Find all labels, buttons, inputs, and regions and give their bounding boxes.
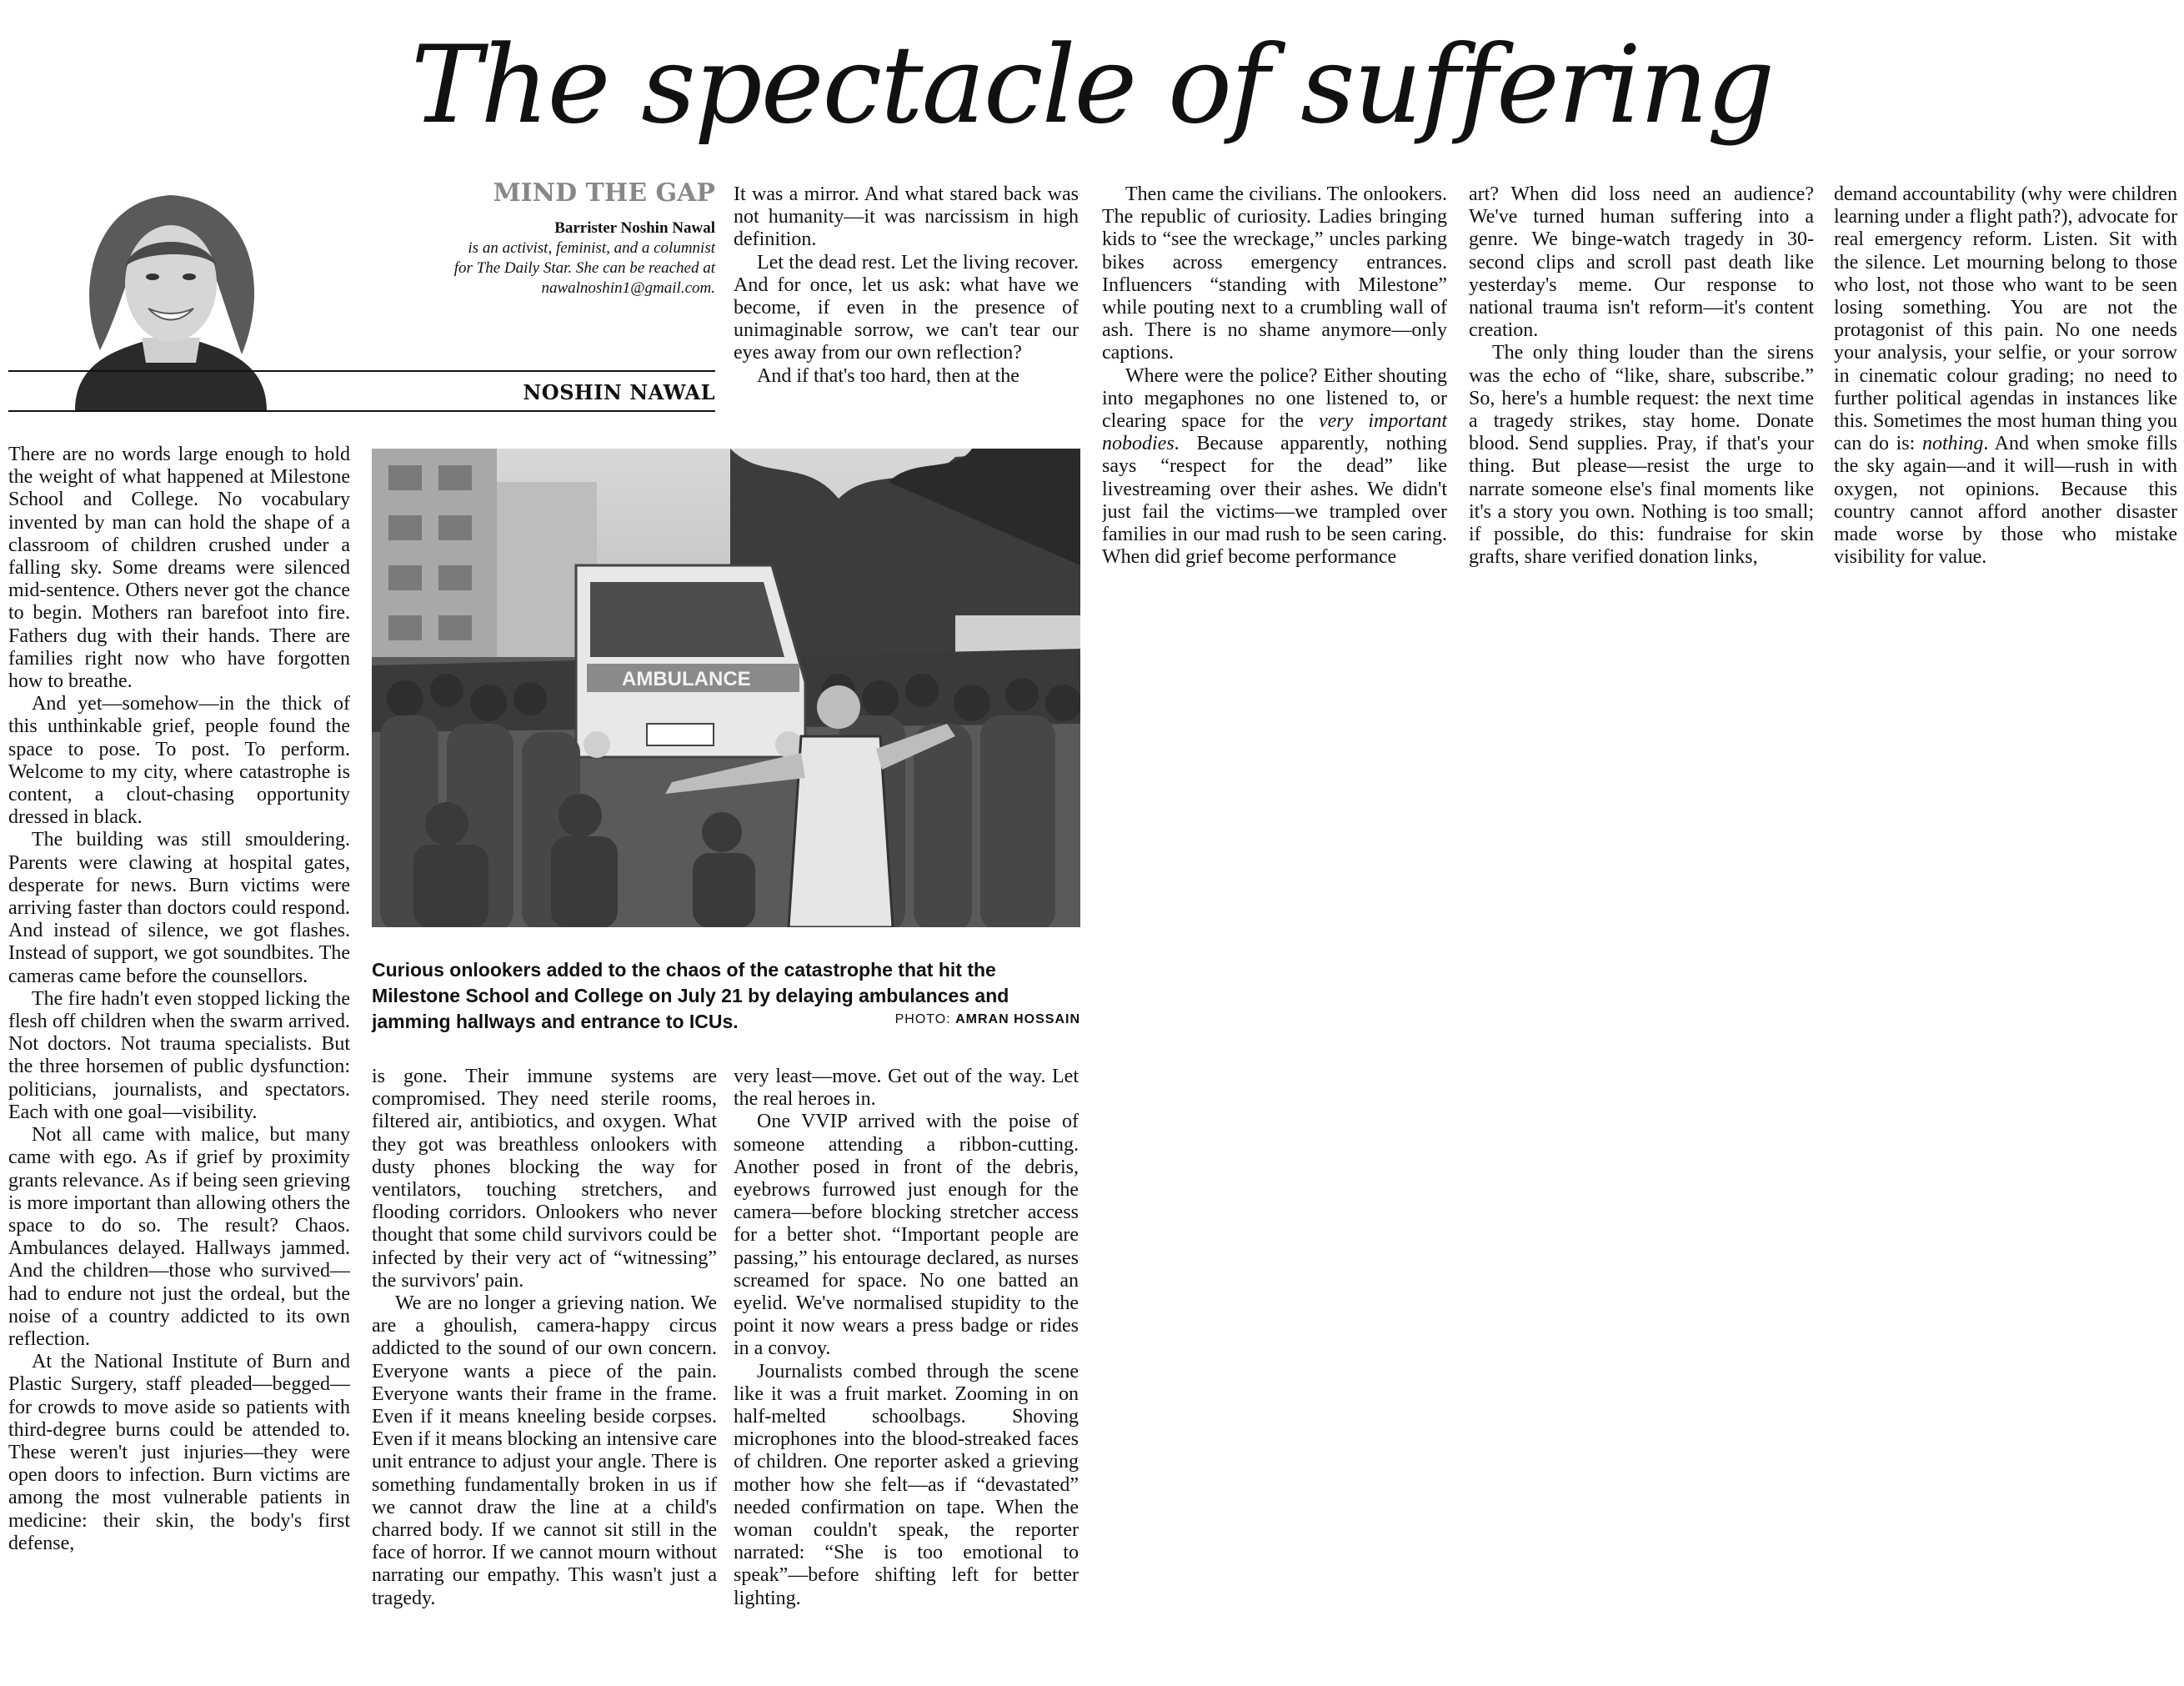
paragraph-text: demand accountability (why were children learning under a flight path?), advocate for real emergency reform. Listen. Sit with the silence. Let mourning belong to those who lost, not those who want to be seen losing something. You are not the protagonist of this pain. No one needs your analysis, your selfie, or your sorrow in cinematic colour grading; no need to further political agendas in instances like this. Sometimes the most human thing you can do is: xyxy=(1834,183,2177,455)
paragraph xyxy=(1102,365,1447,570)
ambulance-crowd-photo xyxy=(372,449,1080,927)
paragraph: art? When did loss need an audience? We've turned human suffering into a genre. We binge-watch tragedy in 30-second clips and scroll past death like yesterday's meme. Our response to national trauma isn't reform—it's content creation. xyxy=(1469,183,1814,342)
paragraph: Let the dead rest. Let the living recover. And for once, let us ask: what have we become, if even in the presence of unimaginable sorrow, we can't tear our eyes away from our own reflection? xyxy=(734,251,1079,364)
emphasis-text: very important nobodies xyxy=(1102,410,1447,455)
byline-rule-top xyxy=(8,370,715,372)
body-column-4 xyxy=(1102,183,1447,650)
body-column-1 xyxy=(8,444,350,1678)
body-column-2-top xyxy=(734,183,1079,412)
paragraph: One VVIP arrived with the poise of someone attending a ribbon-cutting. Another posed in front of the debris, eyebrows furrowed just enough for the camera—before blocking stretcher access for a better shot. “Important people are passing,” his entourage declared, as nurses screamed for space. No one batted an eyelid. We've normalised stupidity to the point it now wears a press badge or rides in a convoy. xyxy=(734,1111,1079,1360)
paragraph: There are no words large enough to hold the weight of what happened at Milestone School and College. No vocabulary invented by man can hold the shape of a classroom of children crushed under a falling sky. Some dreams were silenced mid-sentence. Others never got the chance to begin. Mothers ran barefoot into fire. Fathers dug with their hands. There are families right now who have forgotten how to breathe. xyxy=(8,444,350,693)
paragraph-text: . And when smoke fills the sky again—and it will—rush in with oxygen, not opinions. Because this country cannot afford another disaster made worse by those who mistake visibility for value. xyxy=(1834,433,2177,569)
news-photo xyxy=(372,449,1080,927)
byline-rule-bottom xyxy=(8,410,715,412)
paragraph: At the National Institute of Burn and Plastic Surgery, staff pleaded—begged—for crowds to move aside so patients with third-degree burns could be attended to. These weren't just injuries—they were open doors to infection. Burn victims are among the most vulnerable patients in medicine: their skin, the body's first defense, xyxy=(8,1351,350,1554)
paragraph-text: Where were the police? Either shouting into megaphones no one listened to, or clearing space for the xyxy=(1102,364,1447,433)
byline: NOSHIN NAWAL xyxy=(523,380,715,404)
body-column-3-bottom xyxy=(734,1066,1079,1679)
ambulance-label: AMBULANCE xyxy=(622,668,751,690)
paragraph: The building was still smouldering. Parents were clawing at hospital gates, desperate for news. Burn victims were arriving faster than doctors could respond. And instead of silence, we got flashes. Instead of support, we got soundbites. The cameras came before the counsellors. xyxy=(8,829,350,987)
paragraph: Then came the civilians. The onlookers. The republic of curiosity. Ladies bringing kids to “see the wreckage,” uncles parking bikes across emergency entrances. Influencers “standing with Milestone” while pouting next to a crumbling wall of ash. There is no shame anymore—only captions. xyxy=(1102,183,1447,364)
paragraph: The only thing louder than the sirens was the echo of “like, share, subscribe.” So, here's a humble request: the next time a tragedy strikes, stay home. Donate blood. Send supplies. Pray, if that's your thing. But please—resist the urge to narrate someone else's final moments like it's a story you own. Nothing is too small; if possible, do this: fundraise for skin grafts, share verified donation links, xyxy=(1469,342,1814,569)
author-portrait xyxy=(42,183,300,410)
paragraph xyxy=(1834,183,2177,569)
paragraph: And if that's too hard, then at the xyxy=(757,364,1019,387)
author-email: nawalnoshin1@gmail.com. xyxy=(541,279,715,297)
paragraph-text: . Because apparently, nothing says “respect for the dead” like livestreaming over their ashes. We didn't just fail the victims—we trampled over families in our mad rush to be seen caring. When did grief become performance xyxy=(1102,433,1447,569)
photo-credit xyxy=(895,1012,1080,1027)
paragraph: very least—move. Get out of the way. Let the real heroes in. xyxy=(734,1066,1079,1111)
paragraph: The fire hadn't even stopped licking the flesh off children when the swarm arrived. Not doctors. Not trauma specialists. But the three horsemen of public dysfunction: politicians, journalists, and spectators. Each with one goal—visibility. xyxy=(8,987,350,1123)
paragraph: It was a mirror. And what stared back was not humanity—it was narcissism in high definition. xyxy=(734,183,1079,251)
author-bio-line1: is an activist, feminist, and a columnist xyxy=(468,239,715,257)
author-bio-line2: for The Daily Star. She can be reached at xyxy=(453,259,715,277)
body-column-6 xyxy=(1834,183,2177,650)
author-photo xyxy=(42,183,300,410)
author-info xyxy=(400,218,715,299)
photo-credit-name: AMRAN HOSSAIN xyxy=(955,1012,1080,1026)
paragraph: Not all came with malice, but many came with ego. As if grief by proximity grants relevance. As if being seen grieving is more important than allowing others the space to do so. The result? Chaos. Ambulances delayed. Hallways jammed. And the children—those who survived—had to endure not just the ordeal, but the noise of a country addicted to its own reflection. xyxy=(8,1124,350,1350)
paragraph: is gone. Their immune systems are compromised. They need sterile rooms, filtered air, antibiotics, and oxygen. What they got was breathless onlookers with dusty phones blocking the way for ventilators, touching stretchers, and flooding corridors. Onlookers who never thought that some child survivors could be infected by their very act of “witnessing” the survivors' pain. xyxy=(372,1066,717,1292)
paragraph: Journalists combed through the scene like it was a fruit market. Zooming in on half-melted schoolbags. Shoving microphones into the blood-streaked faces of children. One reporter asked a grieving mother how she felt—as if “devastated” needed confirmation on tape. When the woman couldn't speak, the reporter narrated: “She is too emotional to speak”—before shifting left for better lighting. xyxy=(734,1360,1079,1609)
emphasis-text: nothing xyxy=(1922,433,1984,455)
photo-credit-label: PHOTO: xyxy=(894,1012,951,1026)
ambulance xyxy=(576,565,805,758)
photo-caption: Curious onlookers added to the chaos of the catastrophe that hit the Milestone School and College on July 21 by delaying ambulances and jamming hallways and entrance to ICUs. xyxy=(372,959,1009,1032)
paragraph: And yet—somehow—in the thick of this unthinkable grief, people found the space to pose. To post. To perform. Welcome to my city, where catastrophe is content, a clout-chasing opportunity dressed in black. xyxy=(8,693,350,829)
paragraph: We are no longer a grieving nation. We are a ghoulish, camera-happy circus addicted to the sound of our own concern. Everyone wants a piece of the pain. Everyone wants their frame in the frame. Even if it means kneeling beside corpses. Even if it means blocking an intensive care unit entrance to adjust your angle. There is something fundamentally broken in us if we cannot draw the line at a child's charred body. If we cannot sit still in the face of horror. If we cannot mourn without narrating our empathy. This wasn't just a tragedy. xyxy=(372,1292,717,1609)
headline: The spectacle of suffering xyxy=(410,23,1774,148)
author-name-line: Barrister Noshin Nawal xyxy=(554,219,715,237)
body-column-2-bottom xyxy=(372,1066,717,1679)
column-tag: MIND THE GAP xyxy=(493,178,715,208)
body-column-5 xyxy=(1469,183,1814,650)
